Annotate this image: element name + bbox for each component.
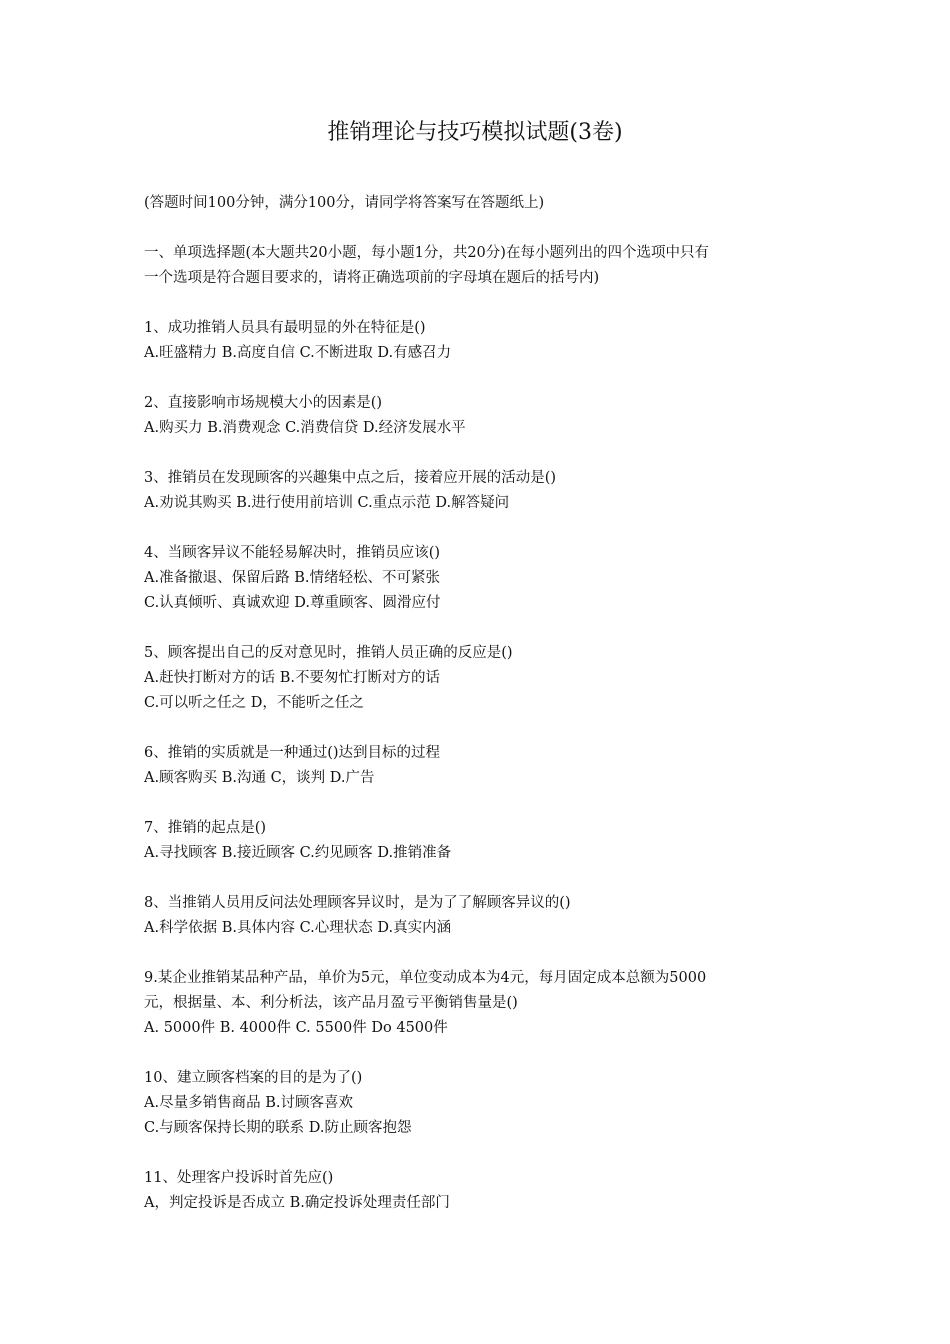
question-stem: 5、顾客提出自己的反对意见时，推销人员正确的反应是() — [144, 645, 513, 661]
question-options: C.可以听之任之 D，不能听之任之 — [144, 695, 364, 711]
question-options: C.与顾客保持长期的联系 D.防止顾客抱怨 — [144, 1120, 412, 1136]
question-stem: 元，根据量、本、利分析法，该产品月盈亏平衡销售量是() — [144, 995, 518, 1011]
question-options: C.认真倾听、真诚欢迎 D.尊重顾客、圆滑应付 — [144, 595, 441, 611]
question-stem: 9.某企业推销某品种产品，单价为5元，单位变动成本为4元，每月固定成本总额为5000 — [144, 970, 707, 986]
question-11 — [144, 1166, 814, 1216]
section-header-line: 一个选项是符合题目要求的，请将正确选项前的字母填在题后的括号内) — [144, 270, 600, 286]
question-10 — [144, 1066, 814, 1141]
instructions-text: (答题时间100分钟，满分100分，请同学将答案写在答题纸上) — [144, 195, 545, 211]
question-stem: 6、推销的实质就是一种通过()达到目标的过程 — [144, 745, 441, 761]
question-options: A.旺盛精力 B.高度自信 C.不断进取 D.有感召力 — [144, 345, 452, 361]
question-options: A.劝说其购买 B.进行使用前培训 C.重点示范 D.解答疑问 — [144, 495, 510, 511]
question-stem: 2、直接影响市场规模大小的因素是() — [144, 395, 383, 411]
question-options: A.购买力 B.消费观念 C.消费信贷 D.经济发展水平 — [144, 420, 466, 436]
question-options: A.尽量多销售商品 B.讨顾客喜欢 — [144, 1095, 353, 1111]
instructions — [144, 191, 814, 216]
question-options: A.寻找顾客 B.接近顾客 C.约见顾客 D.推销准备 — [144, 845, 452, 861]
question-stem: 8、当推销人员用反问法处理顾客异议时，是为了了解顾客异议的() — [144, 895, 571, 911]
section-header-line: 一、单项选择题(本大题共20小题，每小题1分，共20分)在每小题列出的四个选项中只有 — [144, 245, 709, 261]
question-options: A.准备撤退、保留后路 B.情绪轻松、不可紧张 — [144, 570, 440, 586]
question-stem: 4、当顾客异议不能轻易解决时，推销员应该() — [144, 545, 441, 561]
question-stem: 1、成功推销人员具有最明显的外在特征是() — [144, 320, 426, 336]
question-2 — [144, 391, 814, 441]
question-3 — [144, 466, 814, 516]
question-stem: 10、建立顾客档案的目的是为了() — [144, 1070, 363, 1086]
question-5 — [144, 641, 814, 716]
question-1 — [144, 316, 814, 366]
question-stem: 3、推销员在发现顾客的兴趣集中点之后，接着应开展的活动是() — [144, 470, 557, 486]
question-6 — [144, 741, 814, 791]
question-options: A.科学依据 B.具体内容 C.心理状态 D.真实内涵 — [144, 920, 452, 936]
question-options: A，判定投诉是否成立 B.确定投诉处理责任部门 — [144, 1195, 450, 1211]
question-options: A.赶快打断对方的话 B.不要匆忙打断对方的话 — [144, 670, 440, 686]
question-7 — [144, 816, 814, 866]
section-header — [144, 241, 814, 291]
question-options: A. 5000件 B. 4000件 C. 5500件 Do 4500件 — [144, 1020, 448, 1036]
question-9 — [144, 966, 814, 1041]
document-body — [144, 191, 814, 1241]
page-title: 推销理论与技巧模拟试题(3卷) — [327, 120, 623, 145]
question-options: A.顾客购买 B.沟通 C，谈判 D.广告 — [144, 770, 375, 786]
question-8 — [144, 891, 814, 941]
question-stem: 7、推销的起点是() — [144, 820, 267, 836]
question-4 — [144, 541, 814, 616]
question-stem: 11、处理客户投诉时首先应() — [144, 1170, 334, 1186]
